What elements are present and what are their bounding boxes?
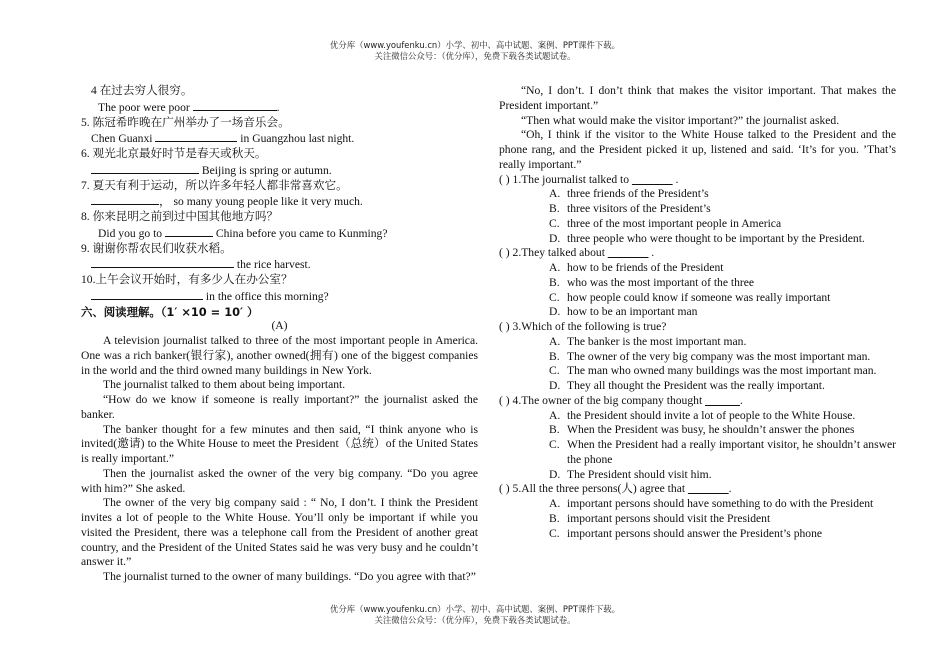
q2-option-b[interactable]: B. who was the most important of the three bbox=[549, 275, 755, 289]
q3-option-c[interactable]: C. The man who owned many buildings was the most important man. bbox=[549, 364, 877, 378]
question-1: ( ) 1.The journalist talked to _______ . bbox=[499, 172, 679, 186]
q2-option-a[interactable]: A. how to be friends of the President bbox=[549, 261, 724, 274]
q8-chinese: 8. 你来昆明之前到过中国其他地方吗？ bbox=[81, 210, 279, 223]
passage-paragraph-3: “How do we know if someone is really important?” the journalist asked the banker. bbox=[81, 393, 478, 421]
passage-paragraph-7: The journalist turned to the owner of many buildings. “Do you agree with that?” bbox=[103, 570, 476, 583]
question-2: ( ) 2.They talked about _______ . bbox=[499, 246, 655, 260]
passage-paragraph-9: “Then what would make the visitor important?” the journalist asked. bbox=[521, 113, 840, 127]
q4-option-d[interactable]: D. The President should visit him. bbox=[549, 467, 712, 481]
q9-english: the rice harvest. bbox=[81, 256, 478, 273]
q4-option-a[interactable]: A. the President should invite a lot of people to the White House. bbox=[549, 408, 856, 422]
passage-paragraph-10: “Oh, I think if the visitor to the White House talked to the President and the phone rang, and the President picked it up, listened and said. ‘It’s for you. ’That’s really important.” bbox=[499, 128, 896, 171]
q9-blank[interactable] bbox=[91, 256, 234, 268]
q4-option-b[interactable]: B. When the President was busy, he shouldn’t answer the phones bbox=[549, 423, 855, 437]
q6-chinese: 6. 观光北京最好时节是春天或秋天。 bbox=[81, 147, 267, 160]
left-column bbox=[81, 84, 478, 585]
q5-option-b[interactable]: B. important persons should visit the President bbox=[549, 511, 771, 525]
q2-option-d[interactable]: D. how to be an important man bbox=[549, 305, 698, 319]
q10-chinese: 10.上午会议开始时，有多少人在办公室？ bbox=[81, 273, 293, 286]
q1-option-c[interactable]: C. three of the most important people in America bbox=[549, 216, 782, 230]
question-3: ( ) 3.Which of the following is true? bbox=[499, 320, 667, 333]
q7-blank[interactable] bbox=[91, 193, 159, 205]
q6-english: Beijing is spring or autumn. bbox=[81, 162, 478, 179]
q9-chinese: 9. 谢谢你帮农民们收获水稻。 bbox=[81, 241, 232, 255]
footer-line-2: 关注微信公众号：（优分库），免费下载各类试题试卷。 bbox=[374, 614, 576, 625]
passage-paragraph-1: A television journalist talked to three of the most important people in America. One was a rich banker(银行家), another owned(拥有) one of the biggest companies in the world and the third owned many buildings in New York. bbox=[81, 334, 478, 377]
footer-line-1: 优分库（www.youfenku.cn）小学、初中、高中试题、案例、PPT课件下载。 bbox=[330, 604, 620, 614]
q7-english: ， so many young people like it very much. bbox=[81, 193, 478, 210]
q8-english: Did you go to China before you came to Kunming? bbox=[98, 226, 388, 240]
q4-chinese: 4 在过去穷人很穷。 bbox=[91, 84, 193, 97]
q10-english: in the office this morning? bbox=[81, 288, 478, 305]
q5-option-c[interactable]: C. important persons should answer the President’s phone bbox=[549, 526, 823, 540]
q5-answer-blank[interactable]: _______ bbox=[687, 482, 729, 496]
header-line-1: 优分库（www.youfenku.cn）小学、初中、高中试题、案例、PPT课件下载。 bbox=[330, 40, 620, 50]
q3-option-b[interactable]: B. The owner of the very big company was the most important man. bbox=[549, 349, 871, 363]
q3-option-d[interactable]: D. They all thought the President was the really important. bbox=[549, 379, 825, 392]
passage-paragraph-2: The journalist talked to them about being important. bbox=[103, 378, 346, 392]
q1-answer-blank[interactable]: _______ bbox=[631, 172, 673, 186]
q8-blank[interactable] bbox=[165, 225, 213, 237]
q5-english: Chen Guanxi in Guangzhou last night. bbox=[91, 132, 355, 146]
passage-paragraph-4: The banker thought for a few minutes and then said, “I think anyone who is invited(邀请) to the White House to meet the President（总统）of the United States is really important.” bbox=[81, 422, 478, 465]
q1-option-b[interactable]: B. three visitors of the President’s bbox=[549, 202, 711, 215]
passage-paragraph-8: “No, I don’t. I don’t think that makes the visitor important. That makes the President important.” bbox=[499, 84, 896, 112]
q3-option-a[interactable]: A. The banker is the most important man. bbox=[549, 334, 747, 348]
q7-chinese: 7. 夏天有利于运动，所以许多年轻人都非常喜欢它。 bbox=[81, 178, 348, 192]
q4-answer-blank[interactable]: ______ bbox=[705, 393, 740, 407]
q4-option-c[interactable]: C. When the President had a really important visitor, he shouldn’t answer the phone bbox=[549, 438, 896, 466]
question-5: ( ) 5.All the three persons(人) agree that _______. bbox=[499, 482, 732, 496]
right-column bbox=[499, 84, 896, 541]
q4-blank[interactable] bbox=[193, 99, 277, 111]
q1-option-d[interactable]: D. three people who were thought to be important by the President. bbox=[549, 231, 865, 245]
passage-paragraph-6: The owner of the very big company said : “ No, I don’t. I think the President invites a lot of people to the White House. You’ll only be important if while you visited the President, there was a telephone call from the President of another great country, and the President of the United States said he was very busy and he couldn’t answer it.” bbox=[81, 496, 478, 569]
page-footer bbox=[0, 604, 950, 625]
passage-paragraph-5: Then the journalist asked the owner of the very big company. “Do you agree with him?” She asked. bbox=[81, 466, 478, 495]
q6-blank[interactable] bbox=[91, 162, 199, 174]
q4-english: The poor were poor . bbox=[98, 100, 280, 114]
q5-option-a[interactable]: A. important persons should have something to do with the President bbox=[549, 497, 874, 510]
page-header bbox=[0, 40, 950, 61]
q10-blank[interactable] bbox=[91, 288, 203, 300]
q5-blank[interactable] bbox=[155, 130, 237, 142]
header-line-2: 关注微信公众号：（优分库），免费下载各类试题试卷。 bbox=[374, 50, 576, 61]
q2-answer-blank[interactable]: _______ bbox=[607, 246, 649, 260]
q1-option-a[interactable]: A. three friends of the President’s bbox=[549, 187, 709, 201]
reading-section-title: 六、阅读理解。（1′ ×10 = 10′ ） bbox=[81, 304, 259, 319]
passage-label: (A) bbox=[271, 319, 288, 333]
q5-chinese: 5. 陈冠希昨晚在广州举办了一场音乐会。 bbox=[81, 115, 290, 129]
q2-option-c[interactable]: C. how people could know if someone was really important bbox=[549, 290, 831, 304]
question-4: ( ) 4.The owner of the big company thought ______. bbox=[499, 393, 743, 407]
